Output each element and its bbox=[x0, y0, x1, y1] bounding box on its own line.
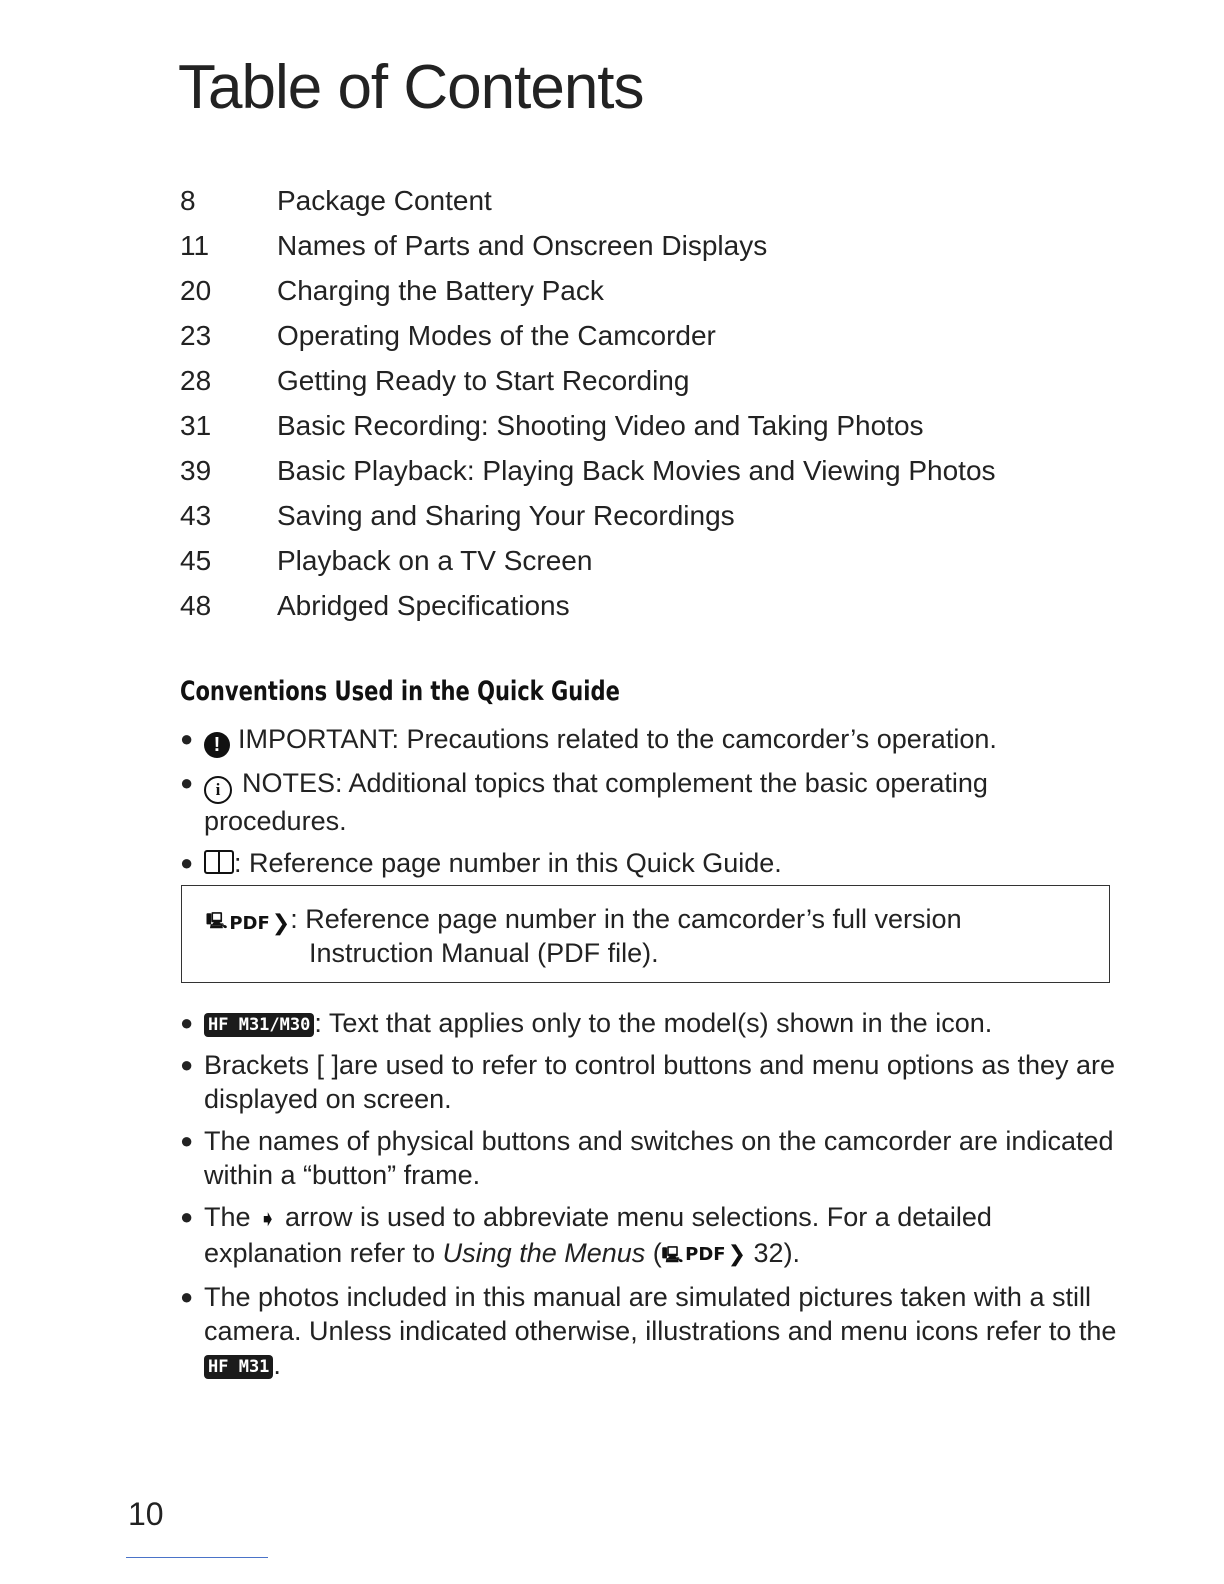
notes-text: NOTES: Additional topics that complement the basic operating procedures. bbox=[204, 768, 988, 836]
list-item: ● The photos included in this manual are simulated pictures taken with a still camera. Unless indicated otherwise, illustrations and menu icons refer to the HF M31 . bbox=[180, 1282, 1117, 1380]
list-item bbox=[180, 846, 1130, 880]
list-item bbox=[180, 1006, 1130, 1040]
bullet-icon: ● bbox=[180, 1128, 194, 1153]
toc-entry-title: Saving and Sharing Your Recordings bbox=[277, 499, 735, 531]
pdf-reference-icon: 🖳 PDF ❯ bbox=[206, 911, 291, 936]
toc-entry[interactable] bbox=[180, 313, 1080, 358]
bullet-icon: ● bbox=[180, 1052, 194, 1077]
toc-entry[interactable] bbox=[180, 493, 1080, 538]
list-item bbox=[180, 1048, 1130, 1116]
bullet-icon: ● bbox=[180, 1284, 194, 1309]
chevron-right-icon: ❯ bbox=[727, 1242, 747, 1267]
model-badge-icon: HF M31 bbox=[204, 1355, 273, 1379]
toc-page-number: 8 bbox=[180, 184, 196, 216]
toc-page-number: 45 bbox=[180, 544, 212, 576]
toc-entry-title: Playback on a TV Screen bbox=[277, 544, 593, 576]
bullet-icon: ● bbox=[180, 1010, 194, 1035]
important-icon: ! bbox=[204, 732, 230, 758]
toc-list bbox=[180, 178, 1080, 628]
toc-page-number: 11 bbox=[180, 229, 210, 261]
list-item bbox=[180, 722, 1130, 758]
bullet-icon: ● bbox=[180, 770, 194, 795]
toc-entry[interactable] bbox=[180, 178, 1080, 223]
toc-page-number: 48 bbox=[180, 589, 212, 621]
chevron-right-icon: ❯ bbox=[271, 911, 291, 936]
toc-page-number: 28 bbox=[180, 364, 212, 396]
pdf-reference-box bbox=[181, 885, 1110, 983]
model-text: : Text that applies only to the model(s) shown in the icon. bbox=[314, 1008, 993, 1038]
conventions-heading: Conventions Used in the Quick Guide bbox=[180, 676, 620, 707]
toc-entry-title: Names of Parts and Onscreen Displays bbox=[277, 229, 768, 261]
brackets-text: Brackets [ ]are used to refer to control buttons and menu options as they are displayed on screen. bbox=[204, 1050, 1116, 1114]
toc-entry-title: Package Content bbox=[277, 184, 492, 216]
physical-buttons-text: The names of physical buttons and switches on the camcorder are indicated within a “button” frame. bbox=[204, 1126, 1114, 1190]
important-text: IMPORTANT: Precautions related to the camcorder’s operation. bbox=[238, 724, 997, 754]
book-icon bbox=[204, 850, 234, 874]
conventions-list-top bbox=[180, 722, 1130, 888]
toc-page-number: 23 bbox=[180, 319, 212, 351]
info-icon: i bbox=[204, 776, 232, 804]
monitor-icon: 🖳 bbox=[206, 911, 228, 930]
pdf-box-text-line1: : Reference page number in the camcorder’s full version bbox=[290, 904, 962, 934]
reference-text: : Reference page number in this Quick Guide. bbox=[234, 848, 782, 878]
toc-entry[interactable] bbox=[180, 538, 1080, 583]
toc-entry[interactable] bbox=[180, 583, 1080, 628]
footer-divider bbox=[126, 1557, 268, 1558]
toc-entry[interactable] bbox=[180, 268, 1080, 313]
toc-page-number: 20 bbox=[180, 274, 212, 306]
list-item bbox=[180, 1124, 1130, 1192]
bullet-icon: ● bbox=[180, 1204, 194, 1229]
toc-entry[interactable] bbox=[180, 403, 1080, 448]
toc-entry-title: Abridged Specifications bbox=[277, 589, 570, 621]
toc-entry[interactable] bbox=[180, 223, 1080, 268]
menu-reference-title: Using the Menus bbox=[442, 1238, 646, 1268]
list-item: ● The ➧ arrow is used to abbreviate menu selections. For a detailed explanation refer to Using the Menus ( 🖳 PDF ❯ 32). bbox=[180, 1200, 1130, 1272]
toc-entry[interactable] bbox=[180, 358, 1080, 403]
photos-text: The photos included in this manual are simulated pictures taken with a still camera. Unless indicated otherwise, illustrations and menu icons refer to the bbox=[204, 1282, 1117, 1346]
toc-page-number: 43 bbox=[180, 499, 212, 531]
bullet-icon: ● bbox=[180, 850, 194, 875]
page-number: 10 bbox=[128, 1496, 164, 1532]
bullet-icon: ● bbox=[180, 726, 194, 751]
toc-entry[interactable] bbox=[180, 448, 1080, 493]
monitor-icon: 🖳 bbox=[661, 1245, 684, 1264]
list-item bbox=[180, 766, 1130, 838]
page-title: Table of Contents bbox=[178, 53, 644, 122]
toc-entry-title: Basic Recording: Shooting Video and Taking Photos bbox=[277, 409, 924, 441]
pdf-box-text-line2: Instruction Manual (PDF file). bbox=[309, 938, 659, 968]
conventions-list-bottom bbox=[180, 1006, 1130, 1390]
toc-entry-title: Getting Ready to Start Recording bbox=[277, 364, 690, 396]
toc-entry-title: Charging the Battery Pack bbox=[277, 274, 604, 306]
toc-entry-title: Basic Playback: Playing Back Movies and Viewing Photos bbox=[277, 454, 996, 486]
toc-page-number: 39 bbox=[180, 454, 212, 486]
toc-page-number: 31 bbox=[180, 409, 212, 441]
model-badge-icon: HF M31/M30 bbox=[204, 1013, 314, 1037]
pdf-reference-icon: 🖳 PDF ❯ bbox=[662, 1238, 746, 1272]
toc-entry-title: Operating Modes of the Camcorder bbox=[277, 319, 716, 351]
menu-arrow-icon: ➧ bbox=[258, 1206, 277, 1231]
